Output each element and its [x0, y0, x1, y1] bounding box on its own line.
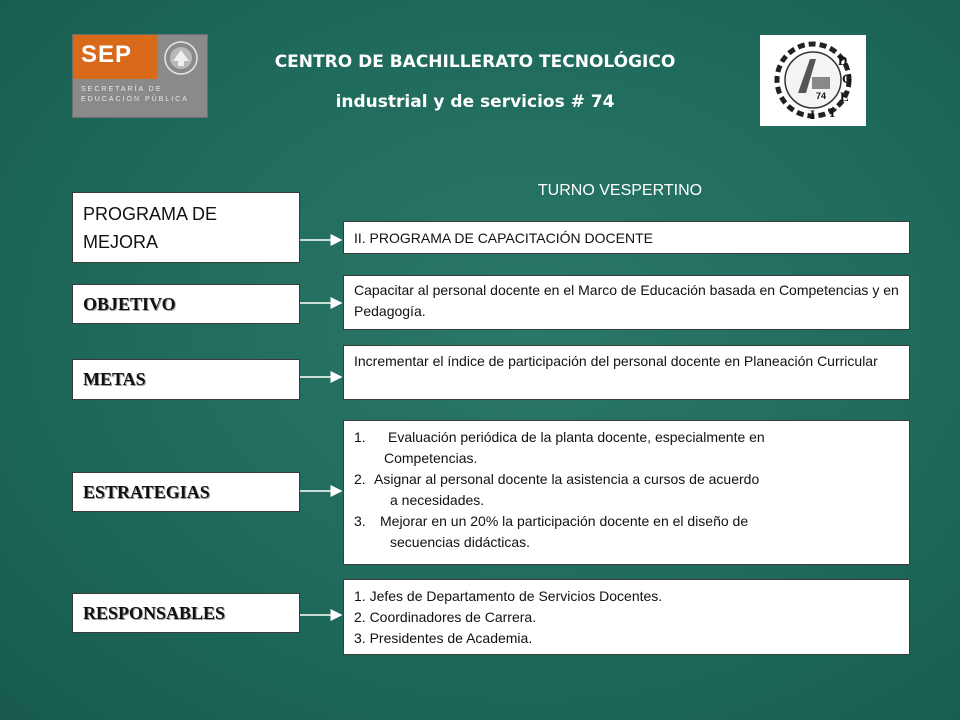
dgeti-letter-g: G: [842, 71, 853, 86]
estrategia-number: 1.: [354, 429, 366, 445]
responsables-content-box: [343, 579, 910, 655]
objetivo-label: OBJETIVO: [83, 293, 176, 314]
sep-logo-text: SEP: [81, 41, 133, 68]
responsables-label: RESPONSABLES: [83, 602, 226, 623]
metas-content: Incrementar el índice de participación del personal docente en Planeación Curricular: [354, 353, 878, 369]
sep-logo-subtitle-line1: SECRETARÍA DE: [81, 86, 163, 93]
dgeti-letter-i: I: [810, 107, 816, 122]
responsable-item-1: 1. Jefes de Departamento de Servicios Docentes.: [354, 588, 663, 604]
dgeti-letter-d: D: [838, 53, 848, 68]
programa-label: PROGRAMA DE MEJORA: [83, 203, 218, 252]
estrategias-content-box: [343, 420, 910, 565]
estrategia-number: 2.: [354, 471, 366, 487]
estrategia-item-2: [354, 469, 899, 490]
sep-logo-subtitle-line2: EDUCACIÓN PÚBLICA: [81, 96, 189, 103]
metas-content-box: [343, 345, 910, 400]
school-title: CENTRO DE BACHILLERATO TECNOLÓGICO: [274, 52, 676, 72]
dgeti-letter-t: T: [828, 105, 837, 120]
programa-content: II. PROGRAMA DE CAPACITACIÓN DOCENTE: [354, 230, 653, 246]
dgeti-letter-e: E: [840, 89, 849, 104]
estrategia-item-3: [354, 511, 899, 532]
estrategia-number: 3.: [354, 513, 366, 529]
metas-label: METAS: [83, 369, 146, 389]
estrategia-text: Asignar al personal docente la asistencia a cursos de acuerdo: [374, 471, 760, 487]
estrategia-text: Mejorar en un 20% la participación docente en el diseño de: [380, 513, 749, 529]
estrategia-text: Evaluación periódica de la planta docente, especialmente en: [388, 429, 765, 445]
estrategia-text-cont: a necesidades.: [390, 492, 485, 508]
programa-content-box: [343, 221, 910, 254]
responsable-item-3: 3. Presidentes de Academia.: [354, 630, 533, 646]
objetivo-content-box: [343, 275, 910, 330]
responsable-item-2: 2. Coordinadores de Carrera.: [354, 609, 537, 625]
estrategias-label: ESTRATEGIAS: [83, 481, 210, 502]
estrategia-item-1: [354, 427, 899, 448]
turno-label: TURNO VESPERTINO: [537, 182, 703, 199]
estrategia-text-cont: Competencias.: [384, 450, 478, 466]
objetivo-content: Capacitar al personal docente en el Marco de Educación basada en Competencias y en Pedagogía.: [354, 282, 899, 319]
dgeti-number: 74: [816, 91, 827, 101]
estrategia-text-cont: secuencias didácticas.: [390, 534, 531, 550]
school-subtitle: industrial y de servicios # 74: [335, 92, 615, 112]
